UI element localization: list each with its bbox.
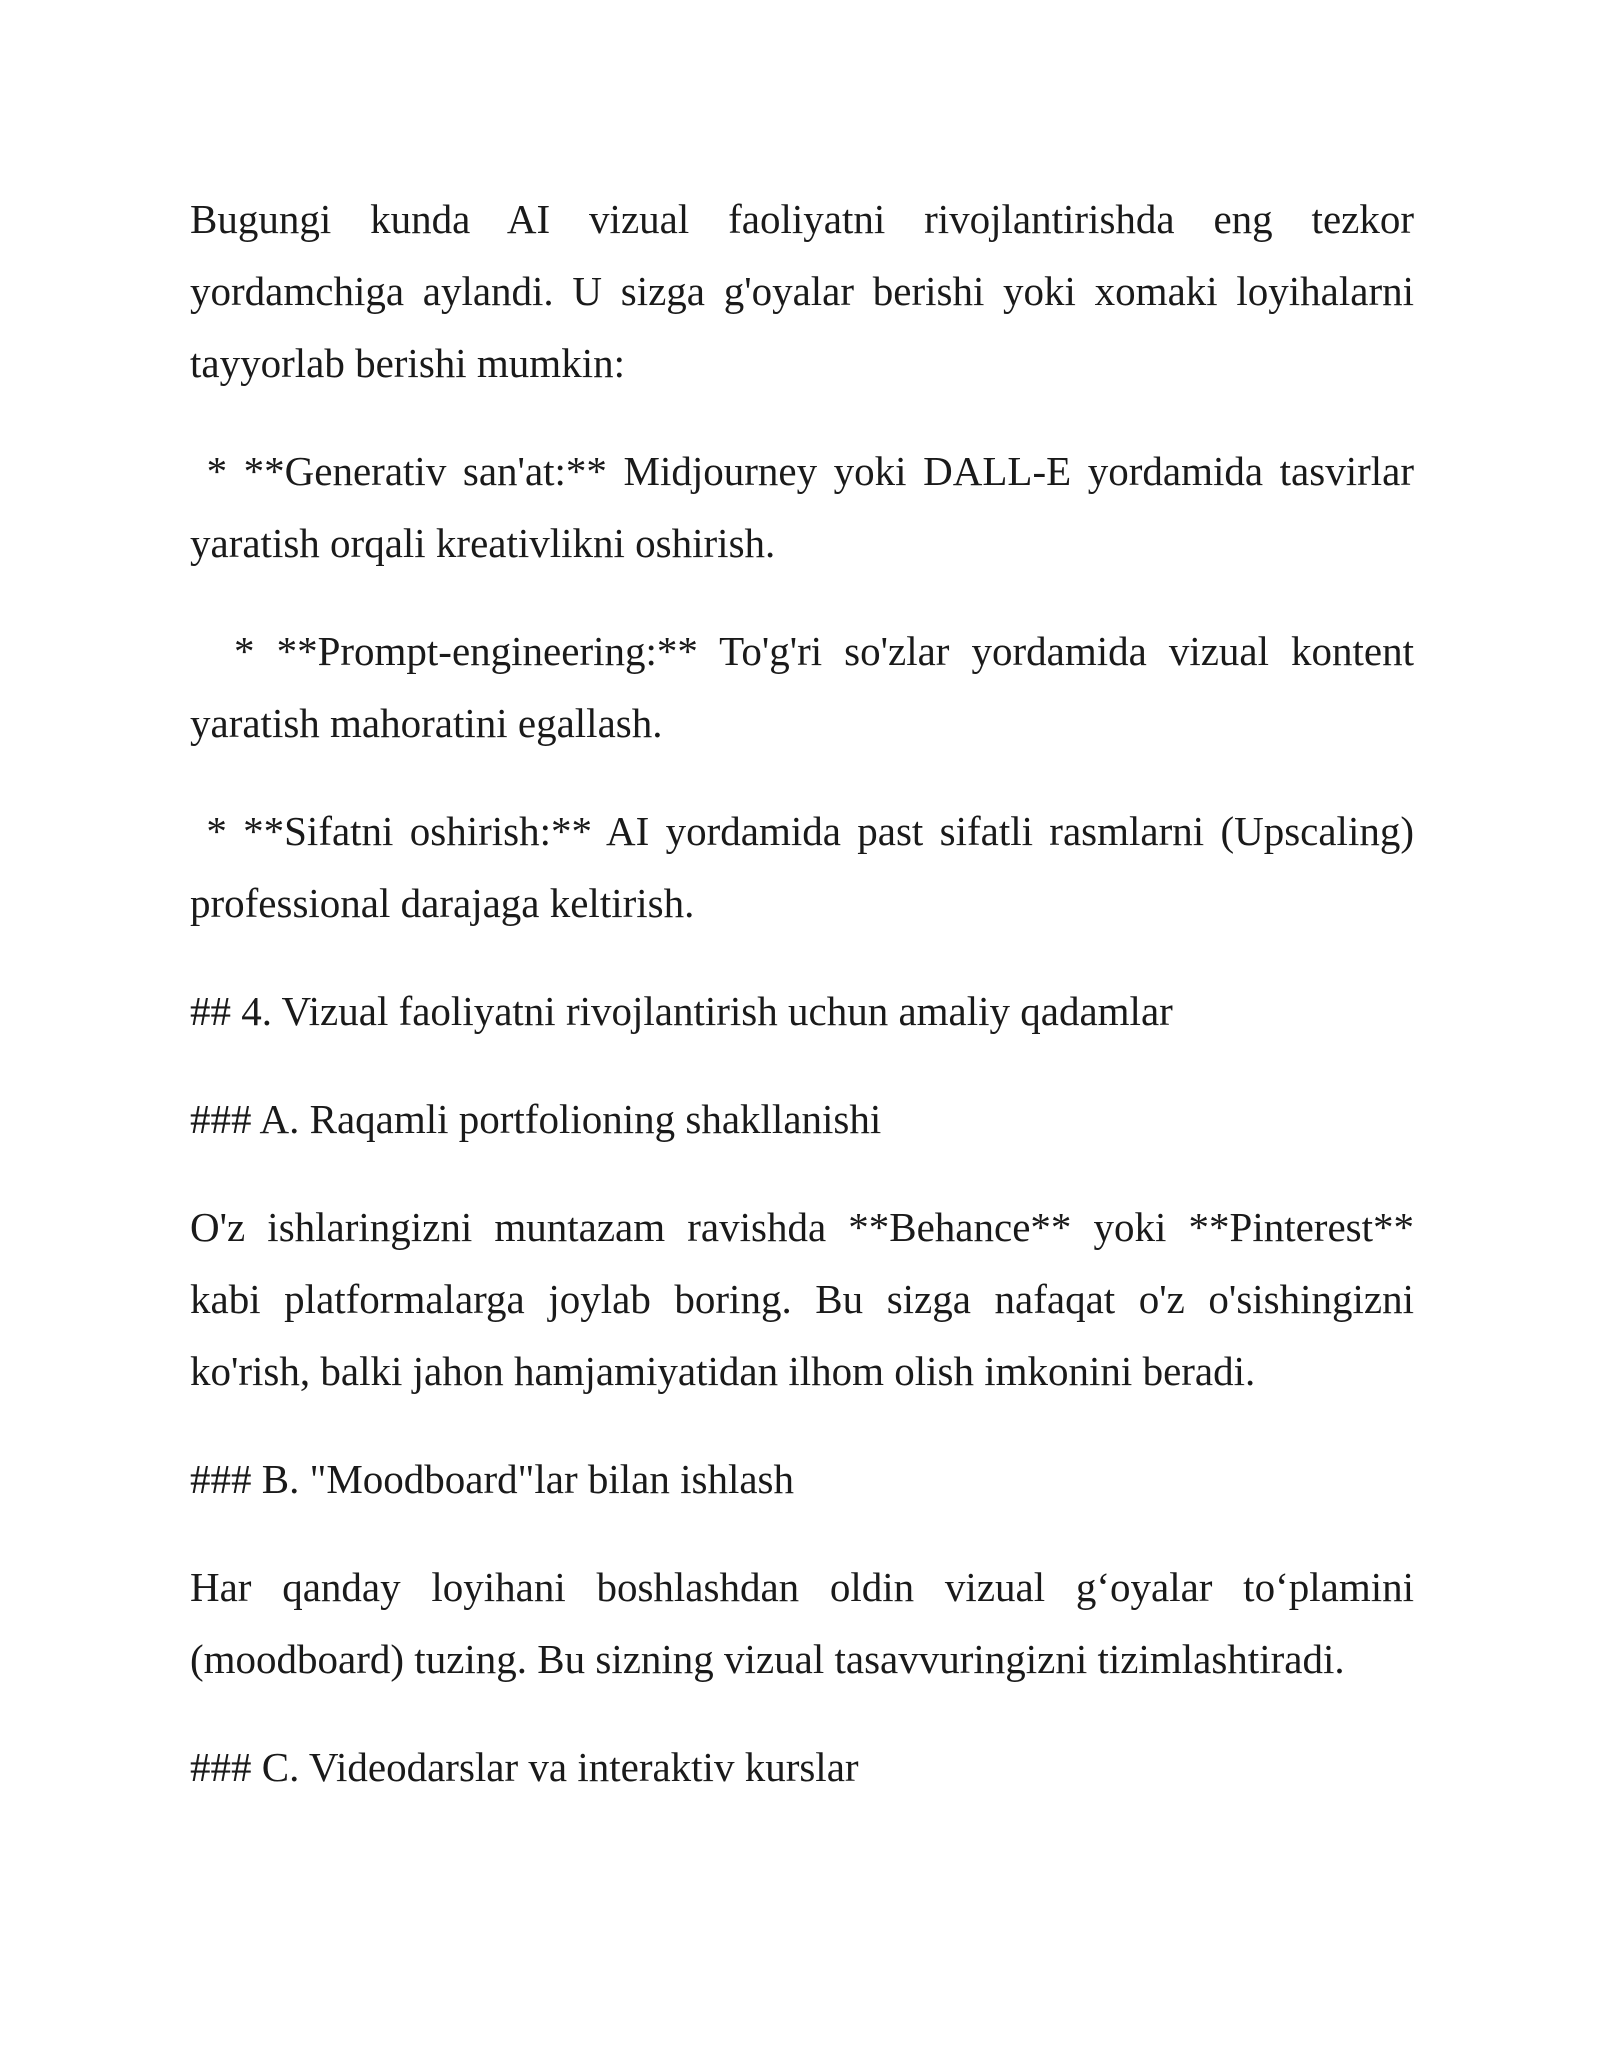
subheading-b: ### B. "Moodboard"lar bilan ishlash [190, 1456, 794, 1502]
list-item-quality-upscaling: * **Sifatni oshirish:** AI yordamida past sifatli rasmlarni (Upscaling) professional darajaga keltirish. [190, 808, 1425, 926]
section-heading-4: ## 4. Vizual faoliyatni rivojlantirish uchun amaliy qadamlar [190, 988, 1173, 1034]
subheading-a: ### A. Raqamli portfolioning shakllanishi [190, 1096, 882, 1142]
subheading-c: ### C. Videodarslar va interaktiv kurslar [190, 1744, 859, 1790]
moodboard-paragraph: Har qanday loyihani boshlashdan oldin vizual g‘oyalar to‘plamini (moodboard) tuzing. Bu sizning vizual tasavvuringizni tizimlashtiradi. [190, 1564, 1425, 1682]
intro-paragraph: Bugungi kunda AI vizual faoliyatni rivojlantirishda eng tezkor yordamchiga aylandi. U sizga g'oyalar berishi yoki xomaki loyihalarni tayyorlab berishi mumkin: [190, 196, 1425, 386]
list-item-generative-art: * **Generativ san'at:** Midjourney yoki DALL-E yordamida tasvirlar yaratish orqali kreativlikni oshirish. [190, 448, 1425, 566]
portfolio-paragraph: O'z ishlaringizni muntazam ravishda **Behance** yoki **Pinterest** kabi platformalarga joylab boring. Bu sizga nafaqat o'z o'sishingizni ko'rish, balki jahon hamjamiyatidan ilhom olish imkonini beradi. [190, 1204, 1425, 1394]
list-item-prompt-engineering: * **Prompt-engineering:** To'g'ri so'zlar yordamida vizual kontent yaratish mahoratini egallash. [190, 628, 1425, 746]
document-body [190, 183, 1425, 1839]
